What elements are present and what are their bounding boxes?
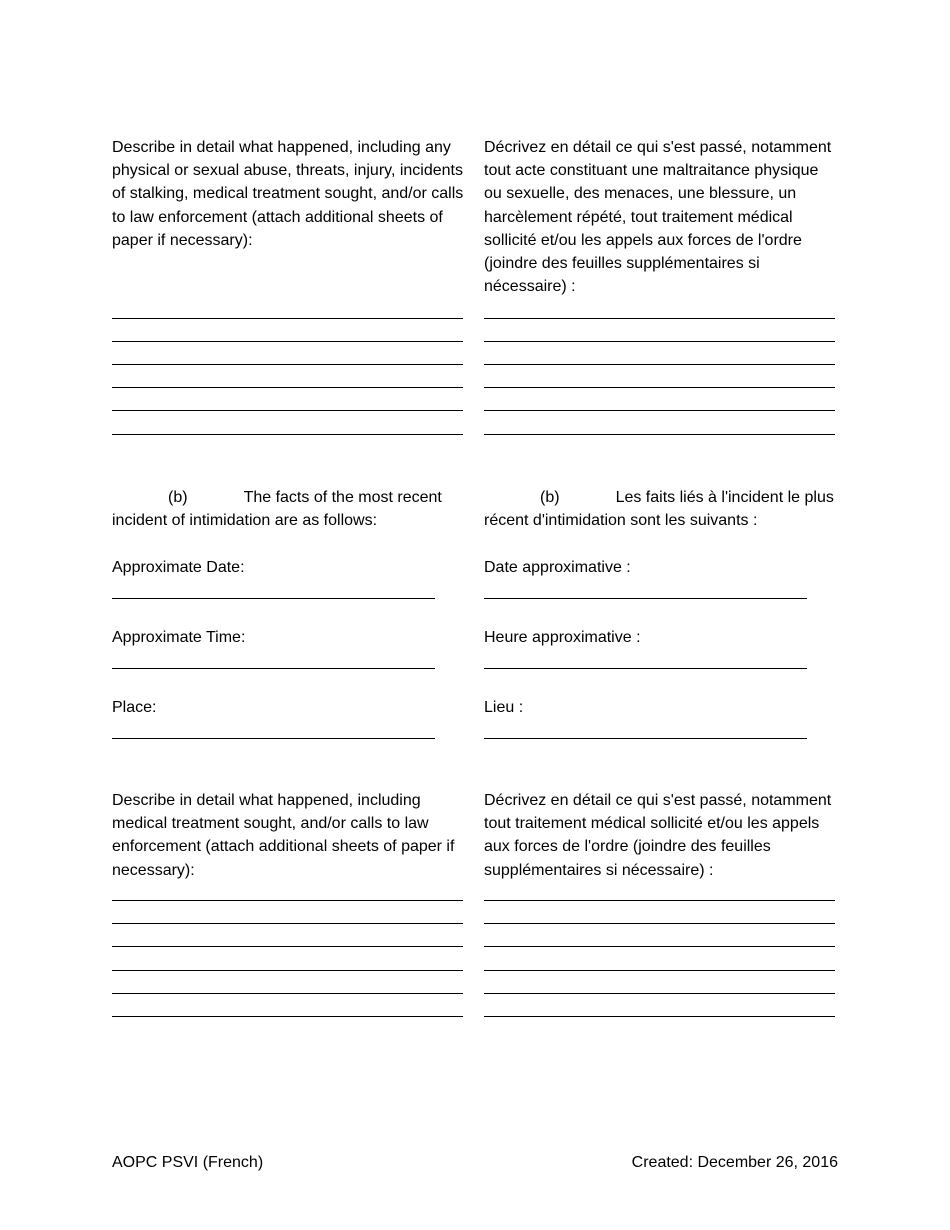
section-b-answer-line-fr[interactable] (484, 946, 835, 947)
section-b-marker-fr: (b) (540, 489, 560, 506)
approximate-time-field[interactable] (112, 668, 435, 669)
section-b-intro-text-fr: Les faits liés à l'incident le plus récent d'intimidation sont les suivants : (484, 489, 834, 530)
section-a-answer-line-fr[interactable] (484, 364, 835, 365)
section-b-answer-line-en[interactable] (112, 970, 463, 971)
section-a-answer-line-fr[interactable] (484, 410, 835, 411)
section-b-answer-line-fr[interactable] (484, 1016, 835, 1017)
section-a-answer-line-en[interactable] (112, 318, 463, 319)
approximate-date-label: Approximate Date: (112, 559, 245, 576)
section-b-answer-line-en[interactable] (112, 923, 463, 924)
section-a-description-fr: Décrivez en détail ce qui s'est passé, notamment tout acte constituant une maltraitance physique ou sexuelle, des menaces, une blessure, un harcèlement répété, tout traitement médical sollicité et/ou les appels aux forces de l'ordre (joindre des feuilles supplémentaires si nécessaire) : (484, 139, 832, 296)
section-a-answer-line-en[interactable] (112, 410, 463, 411)
date-approximative-label: Date approximative : (484, 559, 631, 576)
section-a-answer-line-fr[interactable] (484, 434, 835, 435)
section-b-answer-line-fr[interactable] (484, 900, 835, 901)
heure-approximative-label: Heure approximative : (484, 629, 641, 646)
section-a-answer-line-fr[interactable] (484, 341, 835, 342)
section-a-answer-line-fr[interactable] (484, 387, 835, 388)
section-a-answer-line-en[interactable] (112, 364, 463, 365)
section-b-description-fr: Décrivez en détail ce qui s'est passé, notamment tout traitement médical sollicité et/ou les appels aux forces de l'ordre (joindre des feuilles supplémentaires si nécessaire) : (484, 792, 832, 879)
section-b-intro-en (112, 486, 468, 532)
section-b-answer-line-en[interactable] (112, 993, 463, 994)
section-a-description-en: Describe in detail what happened, including any physical or sexual abuse, threats, injury, incidents of stalking, medical treatment sought, and/or calls to law enforcement (attach additional sheets of paper if necessary): (112, 139, 464, 249)
section-b-description-en: Describe in detail what happened, including medical treatment sought, and/or calls to law enforcement (attach additional sheets of paper if necessary): (112, 792, 455, 879)
footer-created-date: Created: December 26, 2016 (631, 1154, 838, 1171)
section-b-answer-line-fr[interactable] (484, 970, 835, 971)
section-a-answer-line-en[interactable] (112, 387, 463, 388)
section-b-answer-line-fr[interactable] (484, 993, 835, 994)
heure-approximative-field[interactable] (484, 668, 807, 669)
footer-form-id: AOPC PSVI (French) (112, 1154, 264, 1171)
approximate-date-field[interactable] (112, 598, 435, 599)
lieu-label: Lieu : (484, 699, 524, 716)
section-b-answer-line-en[interactable] (112, 946, 463, 947)
section-b-marker-en: (b) (168, 489, 188, 506)
approximate-time-label: Approximate Time: (112, 629, 246, 646)
section-b-intro-text-en: The facts of the most recent incident of intimidation are as follows: (112, 489, 442, 530)
section-b-answer-line-en[interactable] (112, 900, 463, 901)
section-a-answer-line-fr[interactable] (484, 318, 835, 319)
date-approximative-field[interactable] (484, 598, 807, 599)
section-a-answer-line-en[interactable] (112, 341, 463, 342)
section-b-answer-line-fr[interactable] (484, 923, 835, 924)
lieu-field[interactable] (484, 738, 807, 739)
section-b-intro-fr (484, 486, 840, 532)
place-field[interactable] (112, 738, 435, 739)
section-a-answer-line-en[interactable] (112, 434, 463, 435)
place-label: Place: (112, 699, 157, 716)
section-b-answer-line-en[interactable] (112, 1016, 463, 1017)
